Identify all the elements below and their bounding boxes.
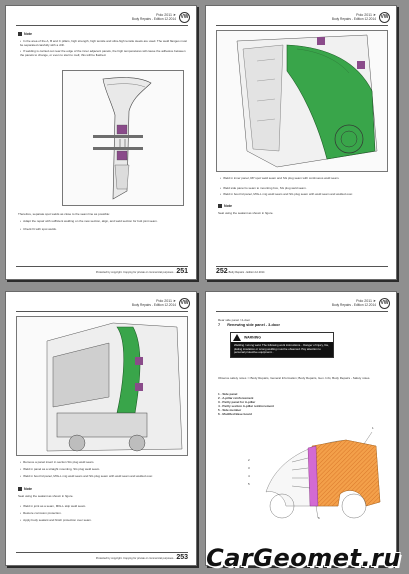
body-text: Therefore, separate spot welds as close to the seam line as possible: xyxy=(18,212,110,216)
figure-callout: 6 xyxy=(318,516,320,520)
section-small-label: Rear side panel / 2-door xyxy=(218,318,251,322)
header-model: Polo 2011 ➤ xyxy=(156,299,176,303)
vw-logo-icon: VW xyxy=(179,12,190,23)
rear-quarter-figure xyxy=(216,30,388,172)
rear-quarter-drawing xyxy=(217,31,387,171)
weld-bullet-1: • Weld in inner panel, RP spot weld seam and SG plug seam with continuous weld seam. xyxy=(220,176,388,180)
footer-divider xyxy=(216,266,388,267)
header-divider xyxy=(216,311,388,312)
document-page-253 xyxy=(5,291,197,566)
note-text: Seal using the sealant as shown in figure. xyxy=(18,494,74,498)
page-header xyxy=(332,13,376,21)
page-number: 253 xyxy=(176,554,188,561)
figure-callout: 3 xyxy=(248,466,250,470)
note-heading: Note xyxy=(218,204,232,208)
figure-callout: 1 xyxy=(372,426,374,430)
legend-list xyxy=(218,392,274,416)
figure-callout: 5 xyxy=(248,482,250,486)
warning-body: Welding / wrong weld. The following work instructions... Danger of injury, fire, plating insulation or wrong welding must be observed. Pay attention to personal protective equipment... xyxy=(231,342,333,357)
header-divider xyxy=(16,25,188,26)
weld-bullet-1: • Remove a panel insert in section SG plug weld seam. xyxy=(20,460,188,464)
note-icon xyxy=(18,32,22,36)
section-title: Renewing side panel - 3-door xyxy=(227,323,280,327)
vw-logo-icon: VW xyxy=(179,298,190,309)
header-model: Polo 2011 ➤ xyxy=(156,13,176,17)
pillar-drawing xyxy=(63,71,183,205)
warning-box xyxy=(230,332,334,358)
site-watermark: CarGeomet.ru xyxy=(206,544,401,572)
intro-text: Observe safety notes ⇒ Body Repairs, General Information; Body Repairs, Gen. Info; Body Repairs - Safety notes. xyxy=(218,376,371,380)
legend-item: 2 - A-pillar reinforcement xyxy=(218,396,254,400)
warning-heading: WARNING xyxy=(231,333,333,342)
page-number: 251 xyxy=(176,268,188,275)
header-model: Polo 2011 ➤ xyxy=(356,299,376,303)
header-divider xyxy=(16,311,188,312)
legend-item: 5 - Side member xyxy=(218,408,242,412)
figure-callout: 4 xyxy=(248,474,250,478)
page-header xyxy=(132,13,176,21)
note-heading: Note xyxy=(18,32,32,36)
side-panel-drawing xyxy=(246,422,386,522)
rear-body-figure xyxy=(16,316,188,456)
step-bullet-1: • Adapt the repair with sufficient welding on the new section, align, and weld section for butt joint seam. xyxy=(20,219,190,223)
vw-logo-icon: VW xyxy=(379,12,390,23)
vw-logo-icon: VW xyxy=(379,298,390,309)
weld-bullet-2: • Weld side panel to seam to mounting box, SG plug weld seam. xyxy=(220,186,388,190)
legend-item: 1 - Side panel xyxy=(218,392,238,396)
note-text: Seal using the sealant as shown in figure. xyxy=(218,211,274,215)
finish-bullet-1: • Weld in joint as a seam, MIG-L skip weld seam. xyxy=(20,504,188,508)
footer-divider xyxy=(16,552,188,553)
page-header xyxy=(132,299,176,307)
note-heading: Note xyxy=(18,487,32,491)
finish-bullet-3: • Apply body sealant and finish protection over seam. xyxy=(20,518,188,522)
page-header xyxy=(332,299,376,307)
legend-item: 4 - Partly section A-pillar reinforcement xyxy=(218,404,274,408)
pillar-section-figure xyxy=(62,70,184,206)
legend-item: 3 - Partly panel for A-pillar xyxy=(218,400,256,404)
header-edition: Body Repairs - Edition 12.2014 xyxy=(331,303,376,307)
page-footer: Protected by copyright. Copying for private or commercial purposes... 253 xyxy=(95,554,188,561)
document-page-252 xyxy=(205,5,397,280)
legend-item: 6 - Modified Base board xyxy=(218,412,252,416)
note-icon xyxy=(18,487,22,491)
finish-bullet-2: • Restore corrosion protection. xyxy=(20,511,188,515)
page-footer: Protected by copyright. Copying for private or commercial purposes... 251 xyxy=(95,268,188,275)
weld-bullet-2: • Weld in panel as a straight mounting, SG plug weld seam. xyxy=(20,467,188,471)
side-panel-figure xyxy=(246,422,386,522)
header-divider xyxy=(216,25,388,26)
note-bullet-2: • If welding is carried out near the edge of the inner adjacent panels, the high temperatures will cause the adhesive between the panels to change, or even to start to melt; this will be flashed. xyxy=(20,49,190,57)
warning-icon xyxy=(233,334,241,341)
header-edition: Body Repairs - Edition 12.2014 xyxy=(131,303,176,307)
note-bullet-1: • In the area of the A, B and C pillars, high strength, high tensile and ultra-high tensile steels are used. The weld flanges must be separated carefully with a drill. xyxy=(20,39,190,47)
header-edition: Body Repairs - Edition 12.2014 xyxy=(131,17,176,21)
page-number: 252 xyxy=(216,268,228,275)
note-icon xyxy=(218,204,222,208)
figure-callout: 2 xyxy=(248,458,250,462)
rear-body-drawing xyxy=(17,317,187,455)
step-bullet-2: • Check fit with spot welds. xyxy=(20,227,190,231)
document-page-254 xyxy=(205,291,397,566)
header-model: Polo 2011 ➤ xyxy=(356,13,376,17)
section-number: 7 xyxy=(218,323,221,327)
weld-bullet-3: • Weld in boot lid panel, MIG-L mig weld seam and SG plug seam with weld seam and welded over. xyxy=(20,474,188,478)
document-page-251 xyxy=(5,5,197,280)
section-heading xyxy=(218,323,280,327)
header-edition: Body Repairs - Edition 12.2014 xyxy=(331,17,376,21)
weld-bullet-3: • Weld in boot lid panel, MIG-L mig weld seam and SG plug seam with weld seam and welded over. xyxy=(220,192,388,196)
page-footer: 252 Body Repairs - Edition 12.2014 xyxy=(216,268,265,275)
footer-divider xyxy=(16,266,188,267)
